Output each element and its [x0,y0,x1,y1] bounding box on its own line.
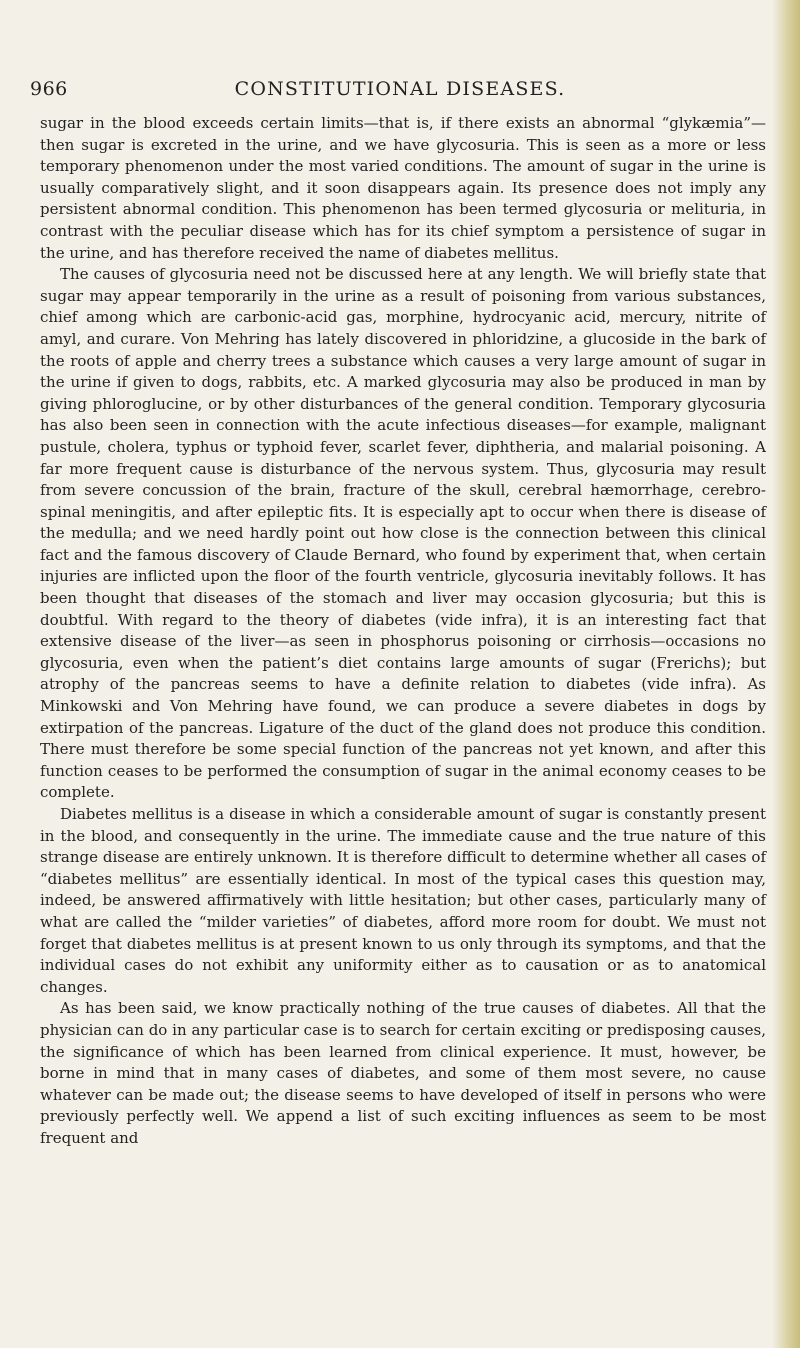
paragraph: As has been said, we know practically nothing of the true causes of diabetes. All that the physician can do in any particular case is to search for certain exciting or predisposing causes, the significance of which has been learned from clinical experience. It must, however, be borne in mind that in many cases of diabetes, and some of them most severe, no cause whatever can be made out; the disease seems to have developed of itself in persons who were previously perfectly well. We append a list of such exciting influences as seem to be most frequent and [40,999,766,1147]
running-head: CONSTITUTIONAL DISEASES. [234,78,566,100]
paragraph: sugar in the blood exceeds certain limits—that is, if there exists an abnormal “glykæmia”—then sugar is excreted in the urine, and we have glycosuria. This is seen as a more or less temporary phenomenon under the most varied conditions. The amount of sugar in the urine is usually comparatively slight, and it soon disappears again. Its presence does not imply any persistent abnormal condition. This phenomenon has been termed glycosuria or melituria, in contrast with the peculiar disease which has for its chief symptom a persistence of sugar in the urine, and has therefore received the name of diabetes mellitus. [40,114,766,262]
page-header [30,78,770,102]
page-number: 966 [30,78,68,100]
page-edge-shadow [772,0,800,1348]
paragraph: Diabetes mellitus is a disease in which a considerable amount of sugar is constantly present in the blood, and consequently in the urine. The immediate cause and the true nature of this strange disease are entirely unknown. It is therefore difficult to determine whether all cases of “diabetes mellitus” are essentially identical. In most of the typical cases this question may, indeed, be answered affirmatively with little hesitation; but other cases, particularly many of what are called the “milder varieties” of diabetes, afford more room for doubt. We must not forget that diabetes mellitus is at present known to us only through its symptoms, and that the individual cases do not exhibit any uniformity either as to causation or as to anatomical changes. [40,805,766,996]
paragraph: The causes of glycosuria need not be discussed here at any length. We will briefly state that sugar may appear temporarily in the urine as a result of poisoning from various substances, chief among which are carbonic-acid gas, morphine, hydrocyanic acid, mercury, nitrite of amyl, and curare. Von Mehring has lately discovered in phloridzine, a glucoside in the bark of the roots of apple and cherry trees a substance which causes a very large amount of sugar in the urine if given to dogs, rabbits, etc. A marked glycosuria may also be produced in man by giving phloroglucine, or by other disturbances of the general condition. Temporary glycosuria has also been seen in connection with the acute infectious diseases—for example, malignant pustule, cholera, typhus or typhoid fever, scarlet fever, diphtheria, and malarial poisoning. A far more frequent cause is disturbance of the nervous system. Thus, glycosuria may result from severe concussion of the brain, fracture of the skull, cerebral hæmorrhage, cerebro-spinal meningitis, and after epileptic fits. It is especially apt to occur when there is disease of the medulla; and we need hardly point out how close is the connection between this clinical fact and the famous discovery of Claude Bernard, who found by experiment that, when certain injuries are inflicted upon the floor of the fourth ventricle, glycosuria inevitably follows. It has been thought that diseases of the stomach and liver may occasion glycosuria; but this is doubtful. With regard to the theory of diabetes (vide infra), it is an interesting fact that extensive disease of the liver—as seen in phosphorus poisoning or cirrhosis—occasions no glycosuria, even when the patient’s diet contains large amounts of sugar (Frerichs); but atrophy of the pancreas seems to have a definite relation to diabetes (vide infra). As Minkowski and Von Mehring have found, we can produce a severe diabetes in dogs by extirpation of the pancreas. Ligature of the duct of the gland does not produce this condition. There must therefore be some special function of the pancreas not yet known, and after this function ceases to be performed the consumption of sugar in the animal economy ceases to be complete. [40,265,766,802]
body-text [40,113,766,1150]
